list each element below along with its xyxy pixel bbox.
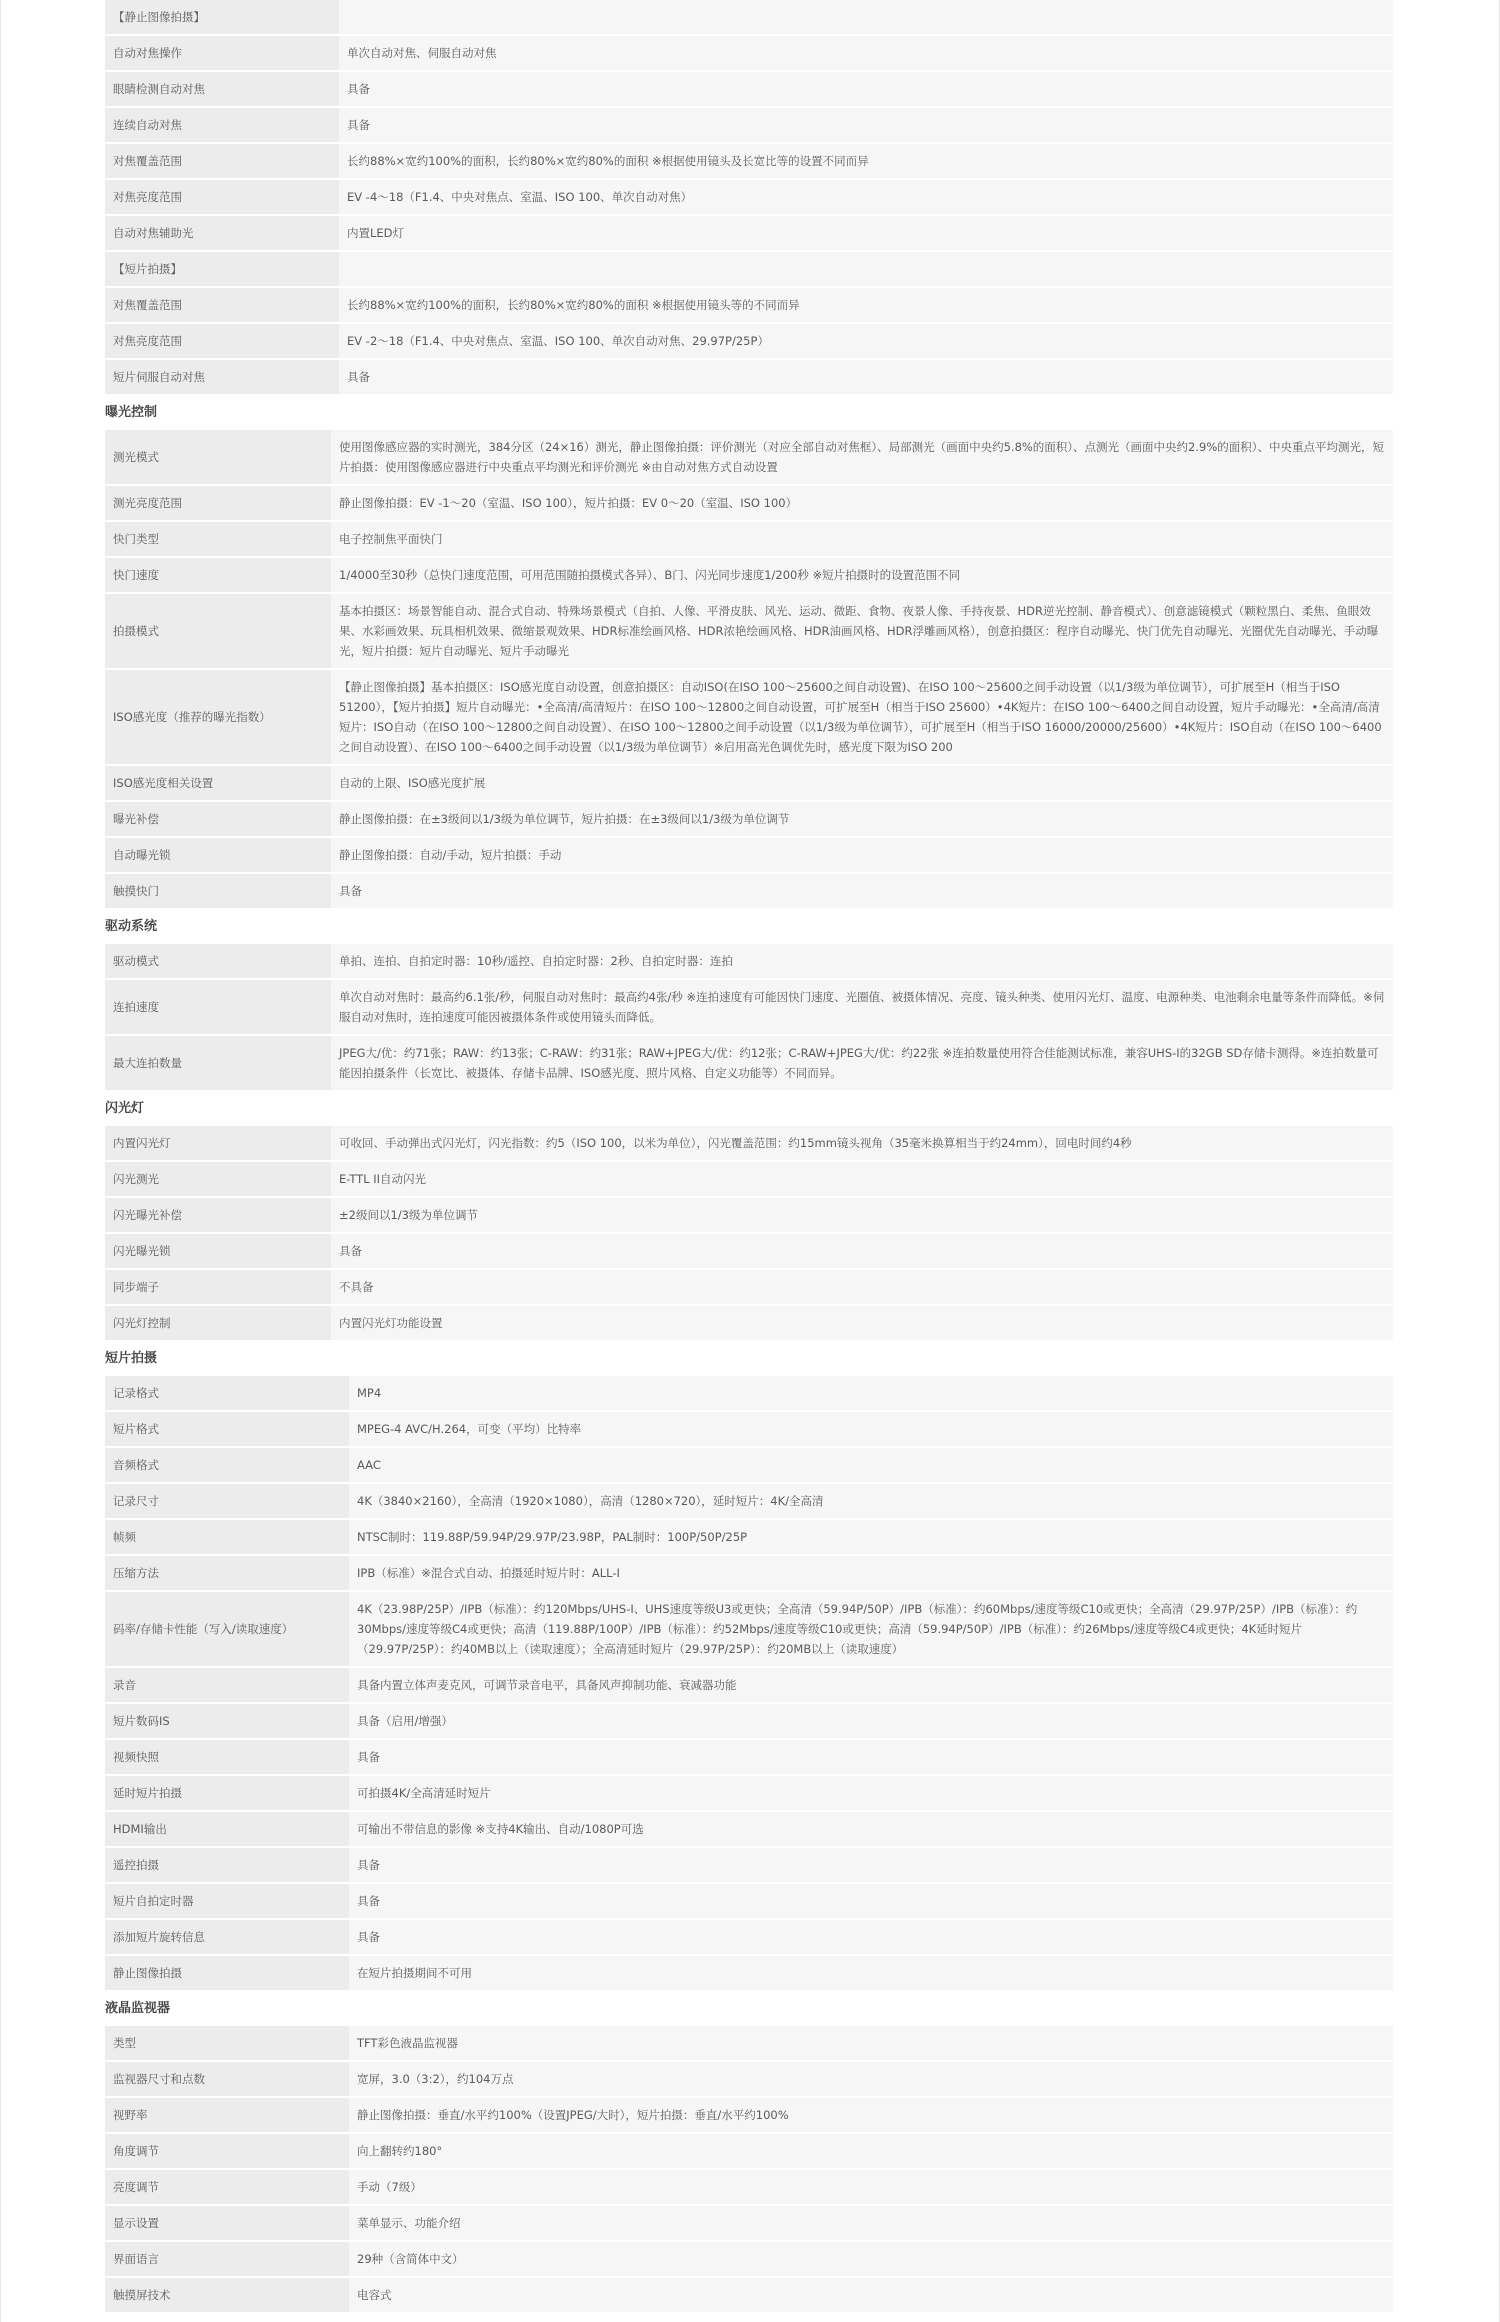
spec-row [105,1555,1393,1591]
spec-key: 连续自动对焦 [105,107,339,143]
spec-key: 内置闪光灯 [105,1126,331,1161]
spec-value: 长约88%×宽约100%的面积，长约80%×宽约80%的面积 ※根据使用镜头及长宽比等的设置不同而异 [339,143,1393,179]
spec-value: 静止图像拍摄：EV -1～20（室温、ISO 100），短片拍摄：EV 0～20（室温、ISO 100） [331,485,1393,521]
spec-key: 记录格式 [105,1376,349,1411]
spec-row [105,179,1393,215]
spec-row [105,837,1393,873]
spec-value: 具备 [349,1847,1393,1883]
spec-value: 具备内置立体声麦克风，可调节录音电平，具备风声抑制功能、衰减器功能 [349,1667,1393,1703]
spec-value: EV -4～18（F1.4、中央对焦点、室温、ISO 100、单次自动对焦） [339,179,1393,215]
spec-value: 具备 [331,873,1393,909]
spec-key: 短片伺服自动对焦 [105,359,339,395]
spec-row [105,107,1393,143]
spec-key: HDMI输出 [105,1811,349,1847]
spec-value: TFT彩色液晶监视器 [349,2026,1393,2061]
spec-row [105,1919,1393,1955]
spec-row [105,1591,1393,1667]
spec-row [105,1197,1393,1233]
spec-key: 亮度调节 [105,2169,349,2205]
spec-table [105,1126,1393,1342]
spec-row [105,2097,1393,2133]
spec-value: 电子控制焦平面快门 [331,521,1393,557]
spec-row [105,669,1393,765]
spec-key: 连拍速度 [105,979,331,1035]
spec-key: ISO感光度（推荐的曝光指数） [105,669,331,765]
spec-value [339,251,1393,287]
spec-section [105,1342,1393,1992]
spec-key: 【短片拍摄】 [105,251,339,287]
spec-value: 具备 [339,71,1393,107]
spec-key: 同步端子 [105,1269,331,1305]
section-title: 曝光控制 [105,405,158,420]
spec-value: 具备 [349,1739,1393,1775]
spec-key: 添加短片旋转信息 [105,1919,349,1955]
spec-key: 短片格式 [105,1411,349,1447]
spec-row [105,2133,1393,2169]
spec-value: 【静止图像拍摄】基本拍摄区：ISO感光度自动设置，创意拍摄区：自动ISO(在ISO 100～25600之间自动设置)、在ISO 100～25600之间手动设置（以1/3级为单位调节），可扩展至H（相当于ISO 51200），【短片拍摄】短片自动曝光：•全高清/高清短片：在ISO 100～12800之间自动设置，可扩展至H（相当于ISO 25600）•4K短片：在ISO 100～6400之间自动设置，短片手动曝光：•全高清/高清短片：ISO自动（在ISO 100～12800之间自动设置）、在ISO 100～12800之间手动设置（以1/3级为单位调节），可扩展至H（相当于ISO 16000/20000/25600）•4K短片：ISO自动（在ISO 100～6400之间自动设置）、在ISO 100～6400之间手动设置（以1/3级为单位调节）※启用高光色调优先时，感光度下限为ISO 200 [331,669,1393,765]
spec-row [105,1739,1393,1775]
spec-row [105,1161,1393,1197]
spec-value: AAC [349,1447,1393,1483]
spec-row [105,35,1393,71]
spec-key: 帧频 [105,1519,349,1555]
spec-value: 不具备 [331,1269,1393,1305]
spec-row [105,2277,1393,2313]
section-title: 闪光灯 [105,1101,145,1116]
spec-section [105,1092,1393,1342]
spec-key: 短片自拍定时器 [105,1883,349,1919]
spec-row [105,557,1393,593]
spec-value: 电容式 [349,2277,1393,2313]
spec-key: 自动对焦辅助光 [105,215,339,251]
spec-table [105,2026,1393,2314]
spec-row [105,1269,1393,1305]
spec-row [105,1667,1393,1703]
spec-row [105,1883,1393,1919]
spec-row [105,1703,1393,1739]
spec-value: 4K（23.98P/25P）/IPB（标准）：约120Mbps/UHS-I、UHS速度等级U3或更快；全高清（59.94P/50P）/IPB（标准）：约60Mbps/速度等级C10或更快；全高清（29.97P/25P）/IPB（标准）：约30Mbps/速度等级C4或更快；高清（119.88P/100P）/IPB（标准）：约52Mbps/速度等级C10或更快；高清（59.94P/50P）/IPB（标准）：约26Mbps/速度等级C4或更快；4K延时短片（29.97P/25P）：约40MB以上（读取速度）；全高清延时短片（29.97P/25P）：约20MB以上（读取速度） [349,1591,1393,1667]
spec-key: 视野率 [105,2097,349,2133]
spec-key: 码率/存储卡性能（写入/读取速度） [105,1591,349,1667]
spec-key: 驱动模式 [105,944,331,979]
spec-row [105,1126,1393,1161]
spec-value: 可拍摄4K/全高清延时短片 [349,1775,1393,1811]
spec-row [105,430,1393,485]
spec-key: 记录尺寸 [105,1483,349,1519]
spec-key: 对焦覆盖范围 [105,287,339,323]
spec-key: 触摸屏技术 [105,2277,349,2313]
spec-table [105,944,1393,1092]
spec-key: 对焦亮度范围 [105,179,339,215]
spec-row [105,1035,1393,1091]
spec-row [105,1519,1393,1555]
spec-key: 遥控拍摄 [105,1847,349,1883]
spec-section [105,910,1393,1092]
spec-row [105,1447,1393,1483]
spec-row [105,593,1393,669]
spec-row [105,1847,1393,1883]
spec-row [105,0,1393,35]
spec-key: 测光模式 [105,430,331,485]
spec-key: 闪光测光 [105,1161,331,1197]
spec-key: 自动对焦操作 [105,35,339,71]
spec-value: 具备 [349,1883,1393,1919]
spec-row [105,2026,1393,2061]
spec-value: 单次自动对焦时：最高约6.1张/秒，伺服自动对焦时：最高约4张/秒 ※连拍速度有可能因快门速度、光圈值、被摄体情况、亮度、镜头种类、使用闪光灯、温度、电源种类、电池剩余电量等条件而降低。※伺服自动对焦时，连拍速度可能因被摄体条件或使用镜头而降低。 [331,979,1393,1035]
spec-key: ISO感光度相关设置 [105,765,331,801]
spec-key: 静止图像拍摄 [105,1955,349,1991]
spec-value: 单次自动对焦、伺服自动对焦 [339,35,1393,71]
spec-value: 菜单显示、功能介绍 [349,2205,1393,2241]
spec-value: 具备 [349,1919,1393,1955]
spec-value: 使用图像感应器的实时测光，384分区（24×16）测光，静止图像拍摄：评价测光（对应全部自动对焦框）、局部测光（画面中央约5.8%的面积）、点测光（画面中央约2.9%的面积）、中央重点平均测光，短片拍摄：使用图像感应器进行中央重点平均测光和评价测光 ※由自动对焦方式自动设置 [331,430,1393,485]
spec-row [105,873,1393,909]
spec-key: 界面语言 [105,2241,349,2277]
section-title: 液晶监视器 [105,2001,171,2016]
spec-key: 快门类型 [105,521,331,557]
spec-value: 单拍、连拍、自拍定时器：10秒/遥控、自拍定时器：2秒、自拍定时器：连拍 [331,944,1393,979]
spec-key: 角度调节 [105,2133,349,2169]
spec-key: 眼睛检测自动对焦 [105,71,339,107]
spec-row [105,215,1393,251]
spec-value: 具备 [331,1233,1393,1269]
spec-key: 对焦覆盖范围 [105,143,339,179]
spec-row [105,979,1393,1035]
spec-row [105,71,1393,107]
spec-key: 自动曝光锁 [105,837,331,873]
spec-key: 闪光曝光补偿 [105,1197,331,1233]
spec-value: 内置LED灯 [339,215,1393,251]
spec-row [105,944,1393,979]
spec-key: 测光亮度范围 [105,485,331,521]
spec-row [105,1483,1393,1519]
spec-value: 具备 [339,359,1393,395]
spec-table [105,0,1393,396]
spec-value: 具备 [339,107,1393,143]
spec-key: 音频格式 [105,1447,349,1483]
spec-section [105,396,1393,910]
spec-table [105,430,1393,910]
spec-key: 触摸快门 [105,873,331,909]
spec-value: 可输出不带信息的影像 ※支持4K输出、自动/1080P可选 [349,1811,1393,1847]
spec-key: 延时短片拍摄 [105,1775,349,1811]
spec-value: 宽屏，3.0（3:2），约104万点 [349,2061,1393,2097]
spec-value: 4K（3840×2160），全高清（1920×1080），高清（1280×720），延时短片：4K/全高清 [349,1483,1393,1519]
spec-value: 静止图像拍摄：在±3级间以1/3级为单位调节，短片拍摄：在±3级间以1/3级为单位调节 [331,801,1393,837]
spec-row [105,1411,1393,1447]
spec-row [105,2205,1393,2241]
spec-row [105,143,1393,179]
spec-key: 曝光补偿 [105,801,331,837]
spec-key: 最大连拍数量 [105,1035,331,1091]
spec-key: 【静止图像拍摄】 [105,0,339,35]
spec-key: 快门速度 [105,557,331,593]
spec-key: 短片数码IS [105,1703,349,1739]
spec-row [105,521,1393,557]
spec-key: 录音 [105,1667,349,1703]
spec-section [105,1992,1393,2314]
spec-value: MPEG-4 AVC/H.264，可变（平均）比特率 [349,1411,1393,1447]
spec-key: 类型 [105,2026,349,2061]
spec-row [105,2061,1393,2097]
spec-key: 拍摄模式 [105,593,331,669]
spec-key: 对焦亮度范围 [105,323,339,359]
spec-value: EV -2～18（F1.4、中央对焦点、室温、ISO 100、单次自动对焦、29.97P/25P） [339,323,1393,359]
spec-row [105,1305,1393,1341]
spec-row [105,287,1393,323]
spec-key: 压缩方法 [105,1555,349,1591]
spec-key: 显示设置 [105,2205,349,2241]
spec-value: 自动的上限、ISO感光度扩展 [331,765,1393,801]
spec-row [105,2241,1393,2277]
spec-value: IPB（标准）※混合式自动、拍摄延时短片时：ALL-I [349,1555,1393,1591]
spec-value: 基本拍摄区：场景智能自动、混合式自动、特殊场景模式（自拍、人像、平滑皮肤、风光、运动、微距、食物、夜景人像、手持夜景、HDR逆光控制、静音模式）、创意滤镜模式（颗粒黑白、柔焦、鱼眼效果、水彩画效果、玩具相机效果、微缩景观效果、HDR标准绘画风格、HDR浓艳绘画风格、HDR油画风格、HDR浮雕画风格），创意拍摄区：程序自动曝光、快门优先自动曝光、光圈优先自动曝光、手动曝光，短片拍摄：短片自动曝光、短片手动曝光 [331,593,1393,669]
spec-row [105,765,1393,801]
spec-key: 视频快照 [105,1739,349,1775]
spec-value: 向上翻转约180° [349,2133,1393,2169]
spec-sheet [105,0,1393,2314]
spec-row [105,1376,1393,1411]
spec-value: ±2级间以1/3级为单位调节 [331,1197,1393,1233]
spec-row [105,359,1393,395]
section-title: 短片拍摄 [105,1351,158,1366]
spec-value: MP4 [349,1376,1393,1411]
spec-row [105,2169,1393,2205]
spec-value: 静止图像拍摄：自动/手动，短片拍摄：手动 [331,837,1393,873]
spec-row [105,1775,1393,1811]
spec-row [105,485,1393,521]
spec-value: 静止图像拍摄：垂直/水平约100%（设置JPEG/大时），短片拍摄：垂直/水平约100% [349,2097,1393,2133]
spec-key: 闪光曝光锁 [105,1233,331,1269]
spec-value: JPEG大/优：约71张；RAW：约13张；C-RAW：约31张；RAW+JPEG大/优：约12张；C-RAW+JPEG大/优：约22张 ※连拍数量使用符合佳能测试标准，兼容UHS-I的32GB SD存储卡测得。※连拍数量可能因拍摄条件（长宽比、被摄体、存储卡品牌、ISO感光度、照片风格、自定义功能等）不同而异。 [331,1035,1393,1091]
spec-value: 手动（7级） [349,2169,1393,2205]
spec-row [105,801,1393,837]
spec-value: 1/4000至30秒（总快门速度范围，可用范围随拍摄模式各异）、B门、闪光同步速度1/200秒 ※短片拍摄时的设置范围不同 [331,557,1393,593]
spec-key: 闪光灯控制 [105,1305,331,1341]
spec-key: 监视器尺寸和点数 [105,2061,349,2097]
spec-value: 在短片拍摄期间不可用 [349,1955,1393,1991]
spec-value: 长约88%×宽约100%的面积，长约80%×宽约80%的面积 ※根据使用镜头等的不同而异 [339,287,1393,323]
spec-value: 内置闪光灯功能设置 [331,1305,1393,1341]
spec-row [105,323,1393,359]
spec-row [105,251,1393,287]
spec-value [339,0,1393,35]
spec-value: 29种（含简体中文） [349,2241,1393,2277]
spec-section [105,0,1393,396]
section-title: 驱动系统 [105,919,158,934]
spec-row [105,1233,1393,1269]
spec-value: NTSC制时：119.88P/59.94P/29.97P/23.98P，PAL制时：100P/50P/25P [349,1519,1393,1555]
spec-value: 具备（启用/增强） [349,1703,1393,1739]
spec-value: E-TTL II自动闪光 [331,1161,1393,1197]
spec-value: 可收回、手动弹出式闪光灯，闪光指数：约5（ISO 100，以米为单位），闪光覆盖范围：约15mm镜头视角（35毫米换算相当于约24mm），回电时间约4秒 [331,1126,1393,1161]
spec-table [105,1376,1393,1992]
spec-row [105,1811,1393,1847]
spec-row [105,1955,1393,1991]
